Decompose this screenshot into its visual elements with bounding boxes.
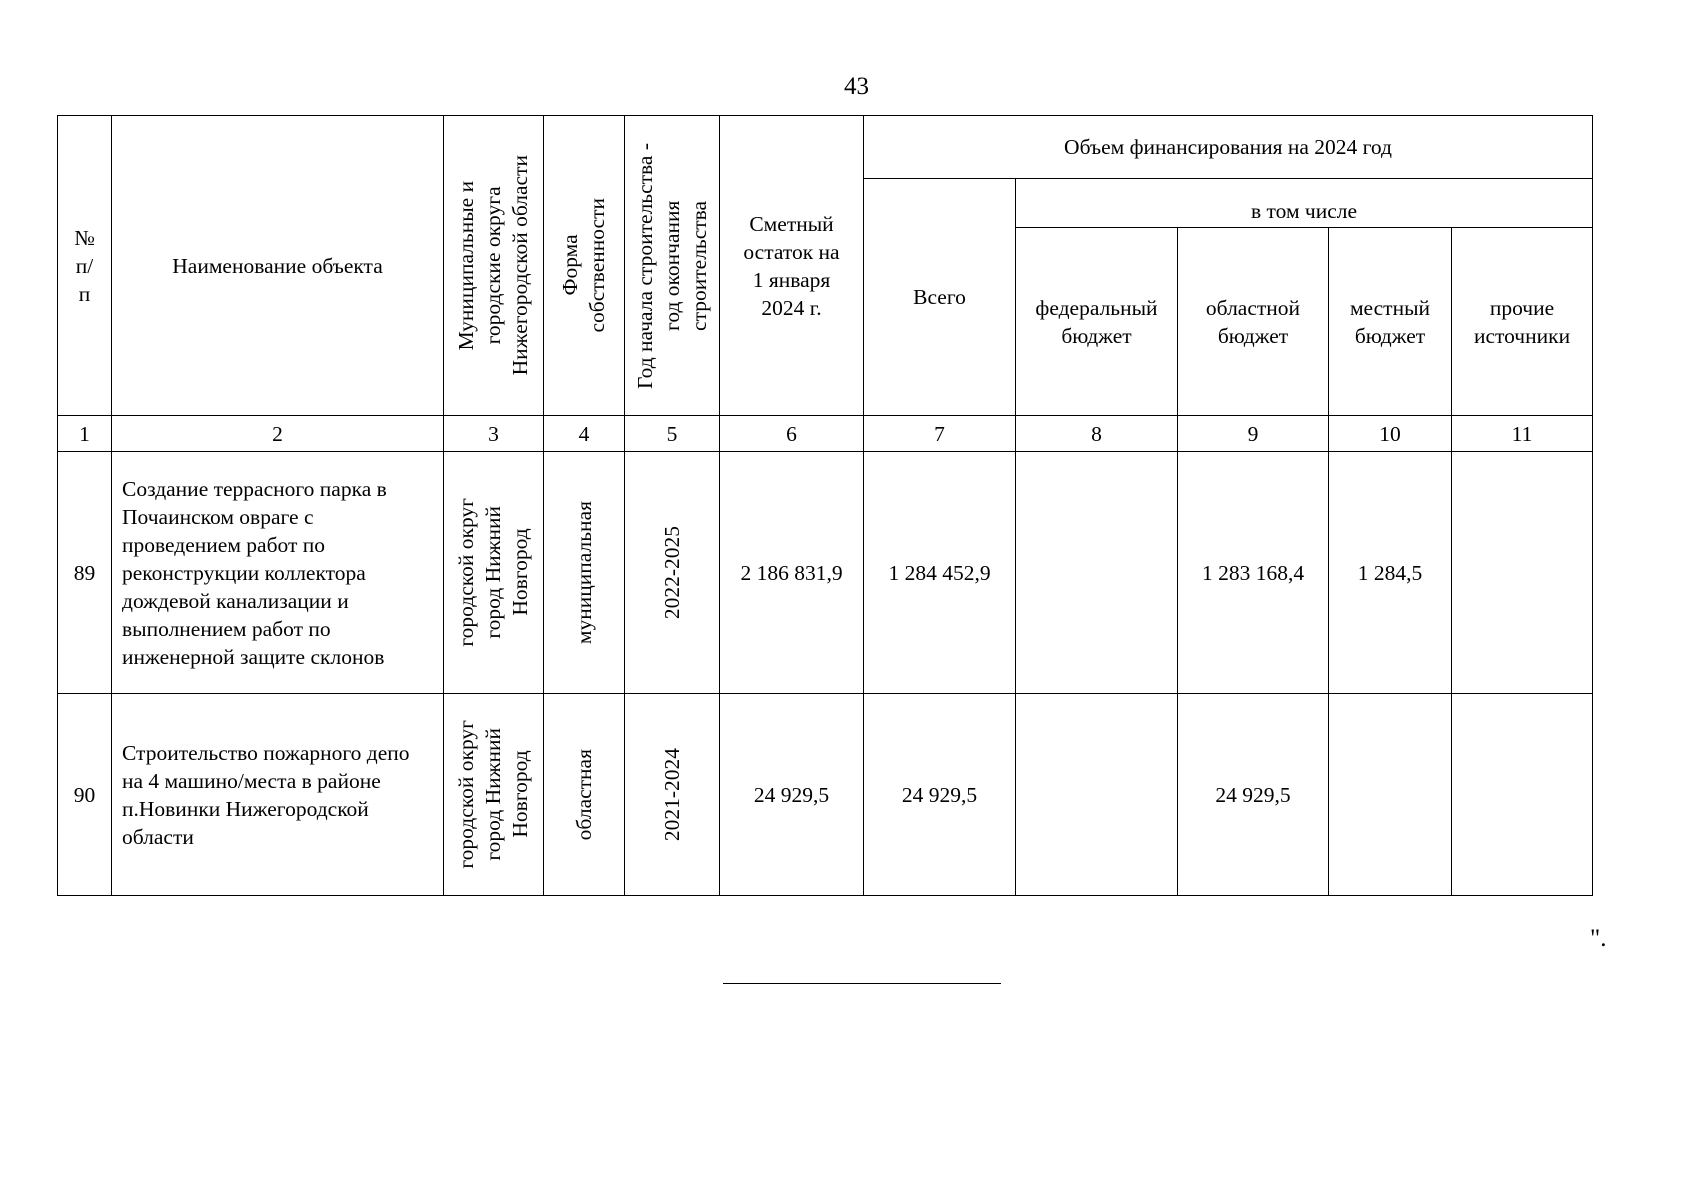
row-num: 89 [58,452,112,694]
header-regional [1178,228,1329,416]
header-total-label: Всего [913,285,966,309]
header-name-label: Наименование объекта [172,253,383,278]
header-ownership [544,116,625,416]
column-number: 2 [112,416,444,452]
header-estimate [720,116,864,416]
header-estimate-label: Сметный остаток на 1 января 2024 г. [743,211,840,320]
column-number: 9 [1178,416,1329,452]
closing-quote-mark: ". [1590,925,1607,952]
row-object-name: Строительство пожарного депо на 4 машино/места в районе п.Новинки Нижегородской области [112,694,444,896]
header-federal [1016,228,1178,416]
column-number: 6 [720,416,864,452]
row-estimate: 2 186 831,9 [720,452,864,694]
column-number: 11 [1452,416,1593,452]
row-federal [1016,452,1178,694]
header-other-label: прочие источники [1473,295,1571,348]
header-federal-label: федеральный бюджет [1035,295,1158,348]
row-local [1329,694,1452,896]
header-row-1 [58,116,1593,179]
header-including-label: в том числе [1250,199,1358,223]
row-other [1452,694,1593,896]
row-municipality [444,694,544,896]
header-years-label: Год начала строительства - год окончания строительства [632,142,711,389]
row-ownership-text: муниципальная [571,500,596,645]
header-funding-group [864,116,1593,179]
row-municipality [444,452,544,694]
header-other [1452,228,1593,416]
column-number: 5 [625,416,720,452]
row-object-name: Создание террасного парка в Почаинском овраге с проведением работ по реконструкции коллектора дождевой канализации и выполнением работ по инженерной защите склонов [112,452,444,694]
row-regional: 24 929,5 [1178,694,1329,896]
column-number: 8 [1016,416,1178,452]
row-municipality-text: городской округ город Нижний Новгород [454,720,532,869]
header-municipality-label: Муниципальные и городские округа Нижегородской области [454,155,532,376]
table-row [58,694,1593,896]
column-number: 7 [864,416,1016,452]
row-other [1452,452,1593,694]
column-numbers-row [58,416,1593,452]
row-ownership [544,452,625,694]
row-years [625,452,720,694]
row-municipality-text: городской округ город Нижний Новгород [454,498,532,647]
row-num: 90 [58,694,112,896]
header-years [625,116,720,416]
column-number: 10 [1329,416,1452,452]
table-row [58,452,1593,694]
row-total: 24 929,5 [864,694,1016,896]
row-total: 1 284 452,9 [864,452,1016,694]
header-num-label: № п/ п [74,225,95,306]
row-federal [1016,694,1178,896]
row-years [625,694,720,896]
row-local: 1 284,5 [1329,452,1452,694]
header-local-label: местный бюджет [1349,295,1431,348]
header-total [864,179,1016,416]
header-regional-label: областной бюджет [1205,295,1301,348]
page-number: 43 [844,73,869,100]
column-number: 1 [58,416,112,452]
column-number: 3 [444,416,544,452]
header-including [1016,179,1593,228]
construction-objects-table [57,115,1593,896]
row-ownership [544,694,625,896]
header-local [1329,228,1452,416]
column-number: 4 [544,416,625,452]
row-regional: 1 283 168,4 [1178,452,1329,694]
header-municipality [444,116,544,416]
row-estimate: 24 929,5 [720,694,864,896]
footer-rule [723,983,1001,984]
row-years-text: 2022-2025 [659,525,684,620]
header-num [58,116,112,416]
row-years-text: 2021-2024 [659,747,684,842]
header-name [112,116,444,416]
header-funding-group-label: Объем финансирования на 2024 год [1064,135,1392,159]
row-ownership-text: областная [571,748,596,841]
header-ownership-label: Форма собственности [558,198,609,333]
